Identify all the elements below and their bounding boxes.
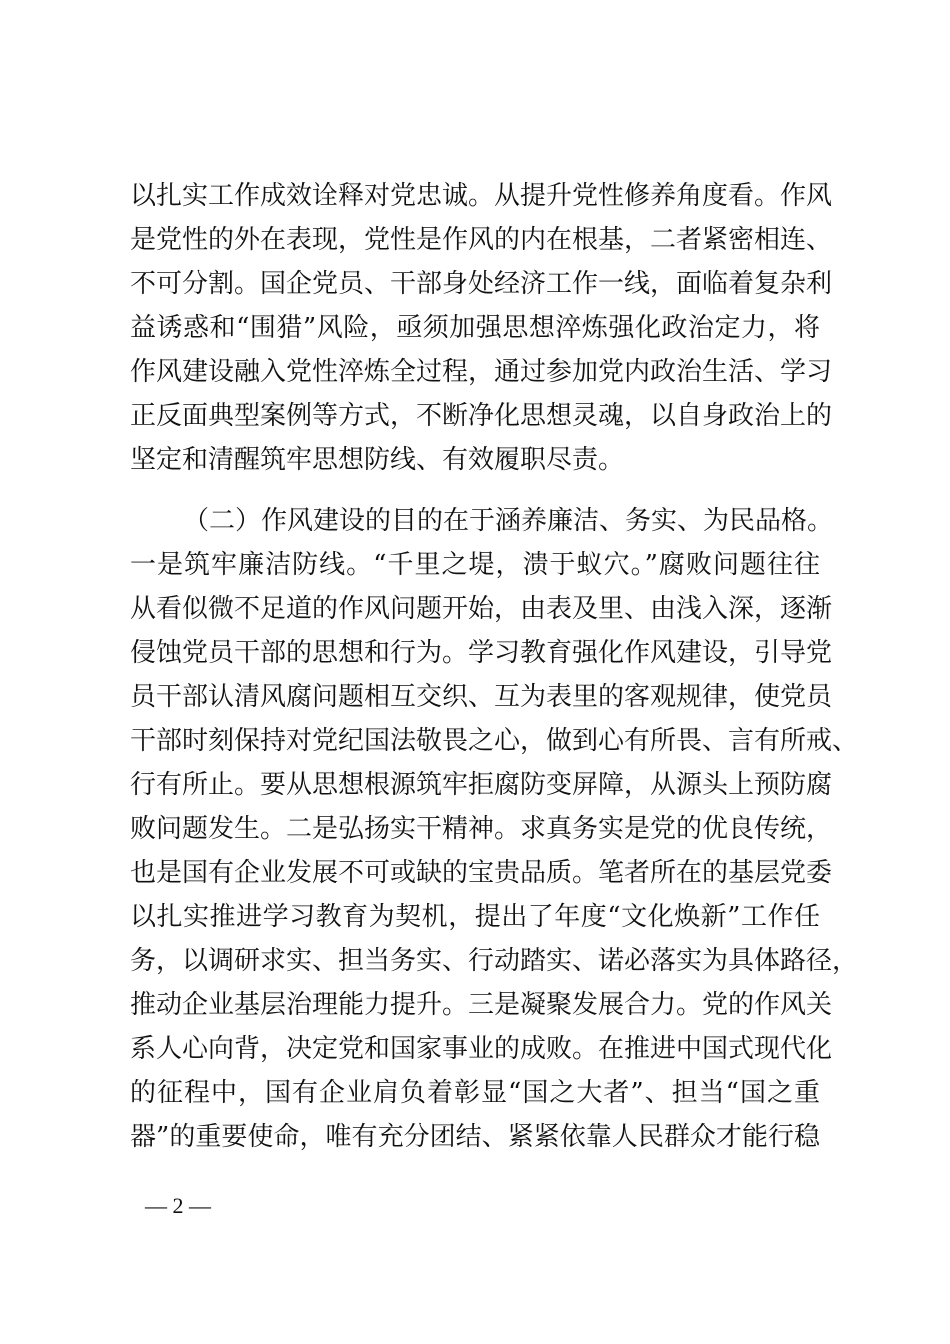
- text-line: 作风建设融入党性淬炼全过程，通过参加党内政治生活、学习: [130, 357, 833, 387]
- text-line: 侵蚀党员干部的思想和行为。学习教育强化作风建设，引导党: [130, 638, 833, 668]
- text-line: 推动企业基层治理能力提升。三是凝聚发展合力。党的作风关: [130, 990, 833, 1020]
- text-line: 益诱惑和“围猎”风险，亟须加强思想淬炼强化政治定力，将: [130, 313, 820, 343]
- text-line: 器”的重要使命，唯有充分团结、紧紧依靠人民群众才能行稳: [130, 1122, 820, 1152]
- text-line: 从看似微不足道的作风问题开始，由表及里、由浅入深，逐渐: [130, 594, 833, 624]
- text-line: 的征程中，国有企业肩负着彰显“国之大者”、担当“国之重: [130, 1078, 820, 1108]
- section-heading: （二）作风建设的目的在于涵养廉洁、务实、为民品格。: [183, 506, 834, 536]
- text-line: 行有所止。要从思想根源筑牢拒腐防变屏障，从源头上预防腐: [130, 770, 833, 800]
- text-line: 正反面典型案例等方式，不断净化思想灵魂，以自身政治上的: [130, 401, 833, 431]
- text-line: 一是筑牢廉洁防线。“千里之堤，溃于蚁穴。”腐败问题往往: [130, 550, 820, 580]
- text-line: 干部时刻保持对党纪国法敬畏之心，做到心有所畏、言有所戒、: [130, 726, 859, 756]
- text-line: 是党性的外在表现，党性是作风的内在根基，二者紧密相连、: [130, 225, 833, 255]
- text-line: 系人心向背，决定党和国家事业的成败。在推进中国式现代化: [130, 1034, 833, 1064]
- text-line: 坚定和清醒筑牢思想防线、有效履职尽责。: [130, 445, 625, 475]
- text-line: 也是国有企业发展不可或缺的宝贵品质。笔者所在的基层党委: [130, 858, 833, 888]
- text-line: 败问题发生。二是弘扬实干精神。求真务实是党的优良传统，: [130, 814, 833, 844]
- text-line: 不可分割。国企党员、干部身处经济工作一线，面临着复杂利: [130, 269, 833, 299]
- text-line: 务，以调研求实、担当务实、行动踏实、诺必落实为具体路径，: [130, 946, 859, 976]
- text-line: 员干部认清风腐问题相互交织、互为表里的客观规律，使党员: [130, 682, 833, 712]
- text-line: 以扎实工作成效诠释对党忠诚。从提升党性修养角度看。作风: [130, 181, 833, 211]
- text-line: 以扎实推进学习教育为契机，提出了年度“文化焕新”工作任: [130, 902, 820, 932]
- page-number: — 2 —: [145, 1193, 211, 1218]
